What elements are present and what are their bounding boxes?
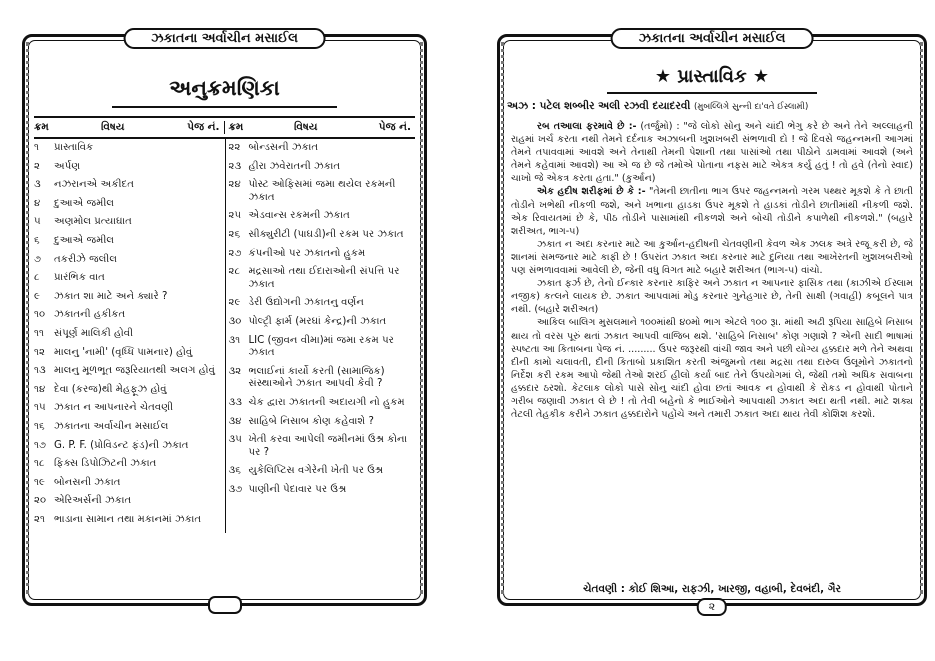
toc-entry-title: દેવા (કરજ)થી મેહફૂઝ હોવું: [54, 383, 167, 395]
toc-entry-title: પ્રારંભિક વાત: [54, 272, 105, 284]
toc-entry-title: તકરીઝે જલીલ: [54, 253, 118, 265]
toc-entry: [34, 381, 221, 400]
toc-entry: [34, 269, 221, 288]
toc-entry-title: ફિક્સ ડિપોઝિટની ઝકાત: [54, 458, 157, 470]
toc-entry: [229, 313, 416, 332]
toc-header-right: [225, 121, 416, 134]
paragraph-lead: રબ તઆલા ફરમાવે છે :-: [537, 121, 637, 132]
toc-entry-title: માલનુ 'નામી' (વૃધ્ધિ પામનાર) હોવું: [54, 346, 193, 358]
toc-entry-title: અણમોલ પ્રત્યાઘાત: [54, 216, 132, 228]
toc-entry-number: ૩૪: [228, 415, 242, 427]
toc-entry: [34, 325, 221, 344]
toc-entry-title: પાણીની પેદાવાર પર ઉશ્ર: [248, 483, 347, 495]
toc-entry-number: ૧૧: [34, 327, 44, 339]
toc-entry-title: ભલાઈનાં કાર્યો કરતી (સામાજિક) સંસ્થાઓને ઝકાત આપવી કેવી ?: [248, 365, 385, 390]
toc-entry: [229, 226, 416, 245]
toc-entry: [34, 455, 221, 474]
preface-page: [497, 28, 927, 628]
toc-entry: [34, 139, 221, 158]
toc-entry-title: G. P. F. (પ્રોવિડન્ટ ફંડ)ની ઝકાત: [54, 439, 189, 451]
toc-entry-title: સંપૂર્ણ માલિકી હોવી: [54, 327, 134, 339]
toc-entry-title: ડેરી ઉદ્યોગની ઝકાતનુ વર્ણન: [248, 297, 364, 309]
toc-entry: [34, 474, 221, 493]
title-underline: [112, 106, 337, 108]
toc-entry-number: ૩૧: [228, 334, 241, 346]
toc-entry-title: હીરા ઝવેરાતની ઝકાત: [248, 160, 341, 172]
toc-entry-title: પોસ્ટ ઓફિસમાં જમા થયેલ રકમની ઝકાત: [248, 179, 396, 203]
col-subject-header: વિષય: [101, 121, 125, 133]
toc-entry-title: ચેક દ્વારા ઝકાતની અદાયગી નો હુકમ: [248, 396, 405, 408]
toc-entry-number: ૩૬: [228, 465, 241, 477]
toc-entry-number: ૧૫: [34, 402, 46, 414]
toc-entry-title: સીક્યુરીટી (પાઘડી)ની રકમ પર ઝકાત: [248, 228, 404, 240]
toc-entry: [229, 363, 416, 394]
toc-entry-number: ૪: [34, 197, 41, 209]
author-note: (મુબલ્લિગે સુન્ની દા'વતે ઈસ્લામી): [694, 102, 809, 112]
dotted-margin-left: [501, 42, 504, 594]
author-name: અઝ : પટેલ શબ્બીર અલી રઝવી દયાદરવી: [507, 100, 691, 112]
paragraph-lead: એક હદીષ શરીફમાં છે કે :-: [537, 186, 646, 198]
toc-entry: [229, 139, 416, 158]
toc-entry-number: ૨૭: [228, 247, 242, 259]
toc-entry-title: પ્રાસ્તાવિક: [54, 142, 94, 153]
toc-entry: [34, 306, 221, 325]
toc-entry-title: યુકેલિપ્ટિસ વગેરેની ખેતી પર ઉશ્ર: [248, 465, 384, 477]
toc-entry: [34, 213, 221, 232]
col-subject-header: વિષય: [294, 121, 318, 133]
book-header: ઝકાતના અર્વાચીન મસાઈલ: [611, 28, 814, 49]
toc-entry-number: ૩૩: [228, 396, 243, 408]
toc-entry: [229, 207, 416, 226]
toc-entry-number: ૧: [34, 142, 39, 153]
toc-entry: [34, 251, 221, 270]
toc-entry: [229, 263, 416, 294]
toc-entry-number: ૨૧: [34, 513, 45, 525]
toc-entry-title: એરિઅર્સની ઝકાત: [54, 495, 132, 507]
toc-entry-number: ૯: [34, 290, 41, 302]
toc-entry: [34, 362, 221, 381]
toc-entry-title: નઝરાનએ અકીદત: [54, 179, 134, 191]
toc-entry: [34, 232, 221, 251]
toc-entry: [34, 399, 221, 418]
book-header: ઝકાતના અર્વાચીન મસાઈલ: [123, 28, 326, 49]
toc-entry: [229, 176, 416, 207]
paragraph-text: "તેમની છાતીના ભાગ ઉપર જહન્નમનો ગરમ પથ્થર મૂકશે કે તે છાતી તોડીને ખભેથી નીકળી જશે, અને ખભાના હાડકા ઉપર મૂકશે તે હાડકાં તોડીને છાતીમાંથી નીકળી જશે. એક રિવાયતમાં છે કે, પીઠ તોડીને પાસામાંથી નીકળશે અને બોચી તોડીને કપાળેથી નીકળશે." (બહારે શરીઅત, ભાગ-૫): [511, 186, 914, 237]
paragraph: આકિલ બાલિગ મુસલમાને ૧૦૦માંથી ૪૦મો ભાગ એટલે ૧૦૦ રૂા. માંથી અઢી રૂપિયા સાહિબે નિસાબ થાય તો વરસ પૂરું થતાં ઝકાત આપવી વાજિબ થશે. 'સાહિબે નિસાબ' કોણ ગણાશે ? એની સાદી ભાષામાં સ્પષ્ટતા આ કિતાબના પેજ નં. ......... ઉપર જરૂરથી વાંચી જાવ અને પછી યોગ્ય હક્કદાર મળે તેને અથવા દીની કામો ચલાવતી, દીની કિતાબો પ્રકાશિત કરતી અંજુમનો તથા મદ્રસા તથા દારુલ ઉલૂમોને ઝકાતનો નિર્દેશ કરી રકમ આપો જેથી તેઓ શરઈ હીલો કર્યા બાદ તેને ઉપયોગમાં લે, જેથી તમો અધિક સવાબના હક્કદાર ઠરશો. કેટલાક લોકો પાસે સોનુ ચાંદી હોવા છતાં આવક ન હોવાથી કે રોકડ ન હોવાથી પોતાને ગરીબ જણાવી ઝકાત લે છે ! તો તેવી બહેનો કે ભાઈઓને આપવાથી ઝકાત અદા થતી નથી. માટે શક્ય તેટલી તેહકીક કરીને ઝકાત હક્કદારોને પહોંચે અને તમારી ઝકાત અદા થાય તેવી કોશિશ કરશો.: [511, 317, 913, 421]
toc-entry: [229, 481, 416, 500]
toc-entry-title: બોન્ડસની ઝકાત: [248, 142, 319, 153]
col-page-header: પેજ નં.: [378, 121, 411, 133]
toc-entry: [229, 413, 416, 432]
page-number: ૨: [697, 598, 727, 616]
toc-entry: [34, 418, 221, 437]
toc-table: [34, 116, 415, 529]
toc-entry-title: બોનસની ઝકાત: [54, 476, 121, 488]
col-page-header: પેજ નં.: [187, 121, 220, 133]
toc-entry-title: પોલ્ટ્રી ફાર્મ (મરઘાં કેન્દ્ર)ની ઝકાત: [248, 315, 387, 327]
toc-entry: [229, 245, 416, 264]
toc-entry: [229, 394, 416, 413]
toc-entry-title: દુઆએ જમીલ: [54, 234, 115, 246]
toc-entry-title: સાહિબે નિસાબ કોણ કહેવાશે ?: [248, 415, 374, 427]
toc-entry: [229, 462, 416, 481]
dotted-margin-right: [920, 42, 923, 594]
dotted-margin-left: [26, 42, 29, 594]
paragraph-text: (તર્જુમો) : "જે લોકો સોનુ અને ચાંદી ભેગુ કરે છે અને તેને અલ્લાહની રાહમાં ખર્ચ કરતા નથી તેમને દર્દનાક અઝાબની ખુશખબરી સંભળાવી દો ! જે દિવસે જહન્નમની આગમાં તેમને તપાવવામાં આવશે અને તેનાથી તેમની પેશાની તથા પાસાંઓ તથા પીઠોને ડામવામાં આવશે (અને તેમને કહેવામાં આવશે) આ એ જ છે જે તમોએ પોતાના નફસ માટે એકત્ર કર્યુ હતું ! તો હવે (તેનો સ્વાદ) ચાખો જે એકત્ર કરતા હતા." (કુર્આન): [511, 121, 913, 185]
toc-entry: [34, 195, 221, 214]
toc-left-column: [34, 139, 225, 529]
toc-entry-title: દુઆએ જમીલ: [54, 197, 115, 209]
toc-right-column: [225, 139, 416, 529]
toc-header-row: [34, 116, 415, 139]
toc-entry-title: ઝકાત શા માટે અને ક્યારે ?: [54, 290, 168, 302]
toc-entry-number: ૩૭: [228, 483, 243, 495]
toc-entry: [229, 332, 416, 363]
toc-entry: [34, 511, 221, 530]
toc-entry-number: ૮: [34, 272, 40, 284]
toc-header-left: [34, 121, 225, 134]
toc-entry-number: ૨૮: [228, 266, 241, 278]
toc-entry-number: ૭: [34, 253, 42, 265]
paragraph: ઝકાત ન અદા કરનાર માટે આ કુર્આન-હદીષની ચેતવણીની કેવળ એક ઝલક અત્રે રજૂ કરી છે, જે શાનમાં સમજનાર માટે કાફી છે ! ઉપરાંત ઝકાત અદા કરનાર માટે દુનિયા તથા આખેરતની ખુશખબરીઓ પણ સંભળાવવામાં આવેલી છે, જેની વધુ વિગત માટે બહારે શરીઅત (ભાગ-૫) વાંચો.: [511, 238, 913, 277]
toc-entry-title: LIC (જીવન વીમા)માં જમા રકમ પર ઝકાત: [248, 334, 394, 359]
toc-entry-number: ૧૩: [34, 365, 46, 377]
toc-entry: [229, 294, 416, 313]
toc-entry-title: ખેતી કરવા આપેલી જમીનમાં ઉશ્ર કોના પર ?: [248, 434, 408, 458]
toc-entry-title: મદ્રસાઓ તથા ઈદારાઓની સંપત્તિ પર ઝકાત: [248, 266, 400, 290]
toc-entry-title: અર્પણ: [54, 160, 81, 172]
toc-entry-number: ૧૮: [34, 458, 45, 470]
toc-entry-number: ૧૨: [34, 346, 45, 358]
toc-entry-title: માલનુ મૂળભૂત જરૂરિયાતથી અલગ હોવું: [54, 365, 215, 377]
toc-entry: [229, 431, 416, 462]
toc-entry-number: ૩૫: [228, 434, 242, 446]
toc-entry-title: કંપનીઓ પર ઝકાતનો હુકમ: [248, 247, 366, 259]
toc-entry-number: ૬: [34, 234, 40, 246]
toc-entry: [34, 492, 221, 511]
toc-entry-number: ૨૪: [228, 179, 241, 191]
toc-entry-number: ૧૦: [34, 309, 46, 321]
toc-entry-number: ૧૯: [34, 476, 46, 488]
toc-entry-number: ૩૨: [228, 365, 242, 377]
paragraph: ઝકાત ફર્ઝ છે, તેનો ઈન્કાર કરનાર કાફિર અને ઝકાત ન આપનાર ફાસિક તથા (કાઝીએ ઈસ્લામ નજીક) કત્લને લાયક છે. ઝકાત આપવામાં મોડુ કરનાર ગુનેહગાર છે, તેની સાક્ષી (ગવાહી) કબૂલને પાત્ર નથી. (બહારે શરીઅત): [511, 278, 913, 316]
toc-entry: [34, 344, 221, 363]
toc-entry-number: ૨૦: [34, 495, 47, 507]
toc-entry-number: ૨૫: [228, 210, 242, 222]
toc-entry-number: ૧૬: [34, 420, 45, 432]
toc-entry-number: ૨: [34, 160, 40, 172]
page-title: ★ પ્રાસ્તાવિક ★: [654, 66, 770, 87]
toc-entry-title: ઝકાતના અર્વાચીન મસાઈલ: [54, 420, 169, 432]
toc-entry-number: ૨૬: [228, 228, 241, 240]
paragraph: [511, 120, 913, 185]
toc-entry: [34, 158, 221, 177]
paragraph: [511, 185, 913, 237]
toc-entry-title: ભાડાના સામાન તથા મકાનમાં ઝકાત: [54, 513, 202, 525]
toc-entry-number: ૩: [34, 179, 41, 191]
toc-entry: [34, 176, 221, 195]
toc-entry-number: ૨૨: [228, 142, 241, 153]
toc-entry-number: ૨૯: [228, 297, 241, 309]
preface-body: [511, 120, 913, 421]
author-byline: [507, 100, 917, 113]
col-num-header: ક્રમ: [228, 121, 244, 133]
col-num-header: ક્રમ: [34, 121, 49, 133]
dotted-margin-right: [420, 42, 423, 594]
toc-page: [22, 28, 427, 628]
toc-entry-number: ૫: [34, 216, 41, 228]
toc-entry-title: ઝકાતની હકીકત: [54, 309, 126, 321]
toc-columns: [34, 139, 415, 529]
toc-entry: [34, 288, 221, 307]
warning-line: ચેતવણી : કોઈ શિઆ, રાફઝી, ખારજી, વહાબી, દેવબંદી, ગૈર: [583, 583, 841, 595]
toc-entry: [229, 158, 416, 177]
toc-entry-number: ૩૦: [228, 315, 242, 327]
page-number-tab: [208, 596, 242, 614]
toc-entry-number: ૧૭: [34, 439, 47, 451]
toc-entry: [34, 437, 221, 456]
toc-entry-title: ઝકાત ન આપનારને ચેતવણી: [54, 402, 174, 414]
toc-entry-title: એડવાન્સ રકમની ઝકાત: [248, 210, 350, 222]
page-title: અનુક્રમણિકા: [169, 76, 280, 100]
title-underline: [607, 92, 817, 94]
toc-entry-number: ૧૪: [34, 383, 46, 395]
toc-entry-number: ૨૩: [228, 160, 242, 172]
